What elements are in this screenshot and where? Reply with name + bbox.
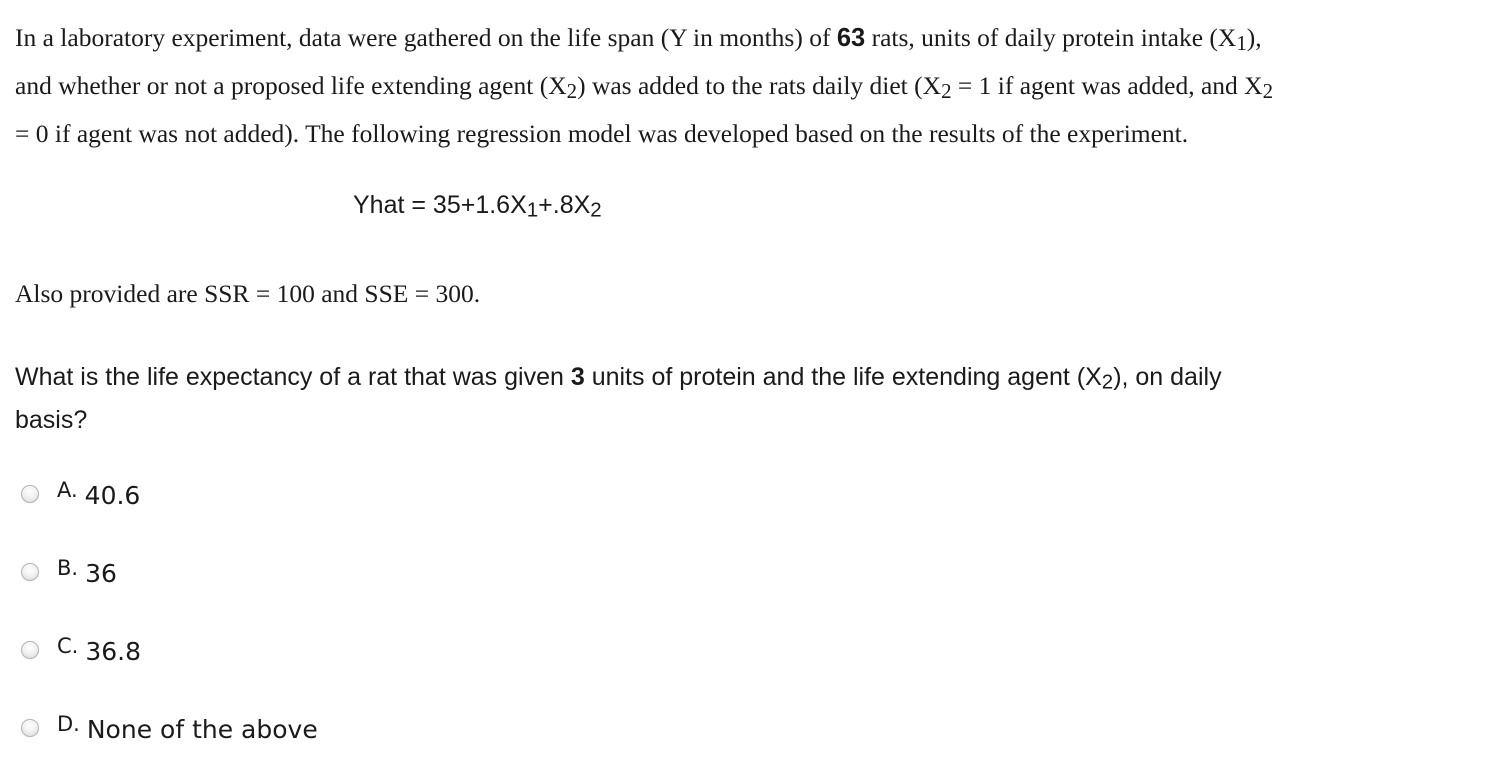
subscript: 2 bbox=[1101, 370, 1114, 394]
problem-statement bbox=[15, 14, 1480, 158]
question-part: ), on daily bbox=[1113, 363, 1222, 391]
option-letter: C. bbox=[57, 634, 79, 658]
option-a[interactable] bbox=[21, 474, 140, 514]
subscript: 2 bbox=[1262, 78, 1274, 103]
option-d[interactable] bbox=[21, 708, 318, 748]
question-part: units of protein and the life extending agent (X bbox=[584, 363, 1102, 391]
problem-line-3: = 0 if agent was not added). The following regression model was developed based on the results of the experiment. bbox=[15, 119, 1189, 148]
option-c[interactable] bbox=[21, 630, 141, 670]
question-part: What is the life expectancy of a rat that was given bbox=[15, 363, 571, 391]
problem-line-1 bbox=[15, 14, 1480, 62]
option-text: 36 bbox=[85, 558, 117, 588]
protein-units: 3 bbox=[570, 363, 585, 391]
subscript: 1 bbox=[526, 198, 539, 222]
radio-button[interactable] bbox=[21, 563, 39, 581]
problem-text: ) was added to the rats daily diet (X bbox=[577, 71, 942, 100]
question-text bbox=[15, 356, 1480, 442]
provided-values: Also provided are SSR = 100 and SSE = 300. bbox=[15, 279, 481, 308]
subscript: 2 bbox=[590, 198, 602, 222]
radio-button[interactable] bbox=[21, 719, 39, 737]
radio-button[interactable] bbox=[21, 641, 39, 659]
problem-text: and whether or not a proposed life extending agent (X bbox=[15, 71, 567, 100]
option-b[interactable] bbox=[21, 552, 117, 592]
subscript: 1 bbox=[1236, 30, 1247, 55]
regression-equation bbox=[353, 191, 602, 220]
option-letter: A. bbox=[57, 478, 78, 502]
option-text: 40.6 bbox=[84, 480, 141, 510]
equation-text: +.8X bbox=[538, 191, 591, 219]
option-text: None of the above bbox=[86, 714, 318, 744]
problem-text: In a laboratory experiment, data were gathered on the life span (Y in months) of bbox=[15, 23, 837, 52]
problem-text: rats, units of daily protein intake (X bbox=[865, 23, 1237, 52]
problem-text: = 1 if agent was added, and X bbox=[951, 71, 1263, 100]
subscript: 2 bbox=[941, 78, 952, 103]
question-line-1 bbox=[15, 356, 1480, 399]
rat-count: 63 bbox=[836, 24, 866, 52]
radio-button[interactable] bbox=[21, 485, 39, 503]
question-line-2: basis? bbox=[15, 406, 88, 434]
option-letter: B. bbox=[57, 556, 79, 580]
equation-text: Yhat = 35+1.6X bbox=[353, 191, 527, 219]
option-text: 36.8 bbox=[85, 636, 142, 666]
problem-text: ), bbox=[1246, 23, 1262, 52]
option-letter: D. bbox=[57, 712, 80, 736]
problem-line-2 bbox=[15, 62, 1480, 110]
subscript: 2 bbox=[566, 78, 578, 103]
